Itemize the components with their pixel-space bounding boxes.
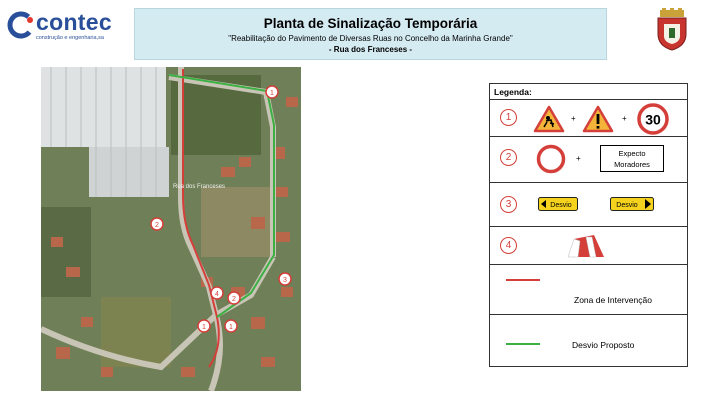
logo-wordmark: contec	[36, 9, 112, 35]
contec-logo-icon	[6, 10, 36, 40]
map-marker-label: 4	[215, 291, 219, 298]
speed-limit-value: 30	[645, 111, 661, 128]
street-name: - Rua dos Franceses -	[328, 45, 413, 54]
map-street-label: Rua dos Franceses	[173, 184, 226, 190]
map-marker-label: 2	[232, 296, 236, 303]
plus-sign: +	[576, 154, 581, 163]
project-subtitle: "Reabilitação do Pavimento de Diversas Ruas no Concelho da Marinha Grande"	[228, 34, 513, 43]
detour-left-sign-icon	[538, 197, 578, 211]
intervention-zone-label: Zona de Intervenção	[574, 295, 652, 305]
map-marker-label: 2	[155, 222, 159, 229]
legend-row-1	[490, 99, 687, 137]
detour-right-sign-icon	[610, 197, 654, 211]
map-marker-label: 1	[202, 324, 206, 331]
legend-row-intervention	[490, 264, 687, 315]
map-marker-label: 3	[283, 277, 287, 284]
legend-row-3	[490, 182, 687, 227]
detour-sign-text: Desvio	[616, 202, 638, 209]
no-entry-circle-icon	[536, 144, 566, 174]
legend-number: 4	[500, 237, 517, 254]
map-marker-label: 1	[270, 90, 274, 97]
aerial-map	[41, 67, 301, 391]
title-block	[134, 8, 607, 60]
aerial-map-image	[41, 67, 301, 391]
roadworks-sign-icon	[533, 105, 565, 133]
residents-text-line-2: Moradores	[614, 160, 650, 169]
intervention-line-sample	[506, 279, 540, 281]
residents-text-line-1: Expecto	[618, 149, 646, 158]
proposed-detour-label: Desvio Proposto	[572, 340, 635, 350]
legend-row-detour	[490, 314, 687, 367]
map-marker-label: 1	[229, 324, 233, 331]
legend-row-4	[490, 226, 687, 265]
plus-sign: +	[571, 114, 576, 123]
legend-panel	[489, 83, 688, 367]
detour-sign-text: Desvio	[550, 202, 572, 209]
legend-number: 3	[500, 196, 517, 213]
logo-tagline: construção e engenharia,sa	[36, 35, 104, 41]
warning-sign-icon	[582, 105, 614, 133]
municipal-crest-icon	[650, 8, 694, 52]
detour-line-sample	[506, 343, 540, 345]
speed-limit-30-icon	[637, 103, 669, 135]
residents-exception-panel	[600, 145, 664, 172]
legend-row-2	[490, 136, 687, 183]
page-title: Planta de Sinalização Temporária	[263, 16, 478, 31]
legend-number: 2	[500, 149, 517, 166]
plus-sign: +	[622, 114, 627, 123]
legend-number: 1	[500, 109, 517, 126]
barrier-icon	[564, 231, 612, 261]
company-logo	[6, 10, 126, 44]
legend-title: Legenda:	[494, 87, 532, 97]
